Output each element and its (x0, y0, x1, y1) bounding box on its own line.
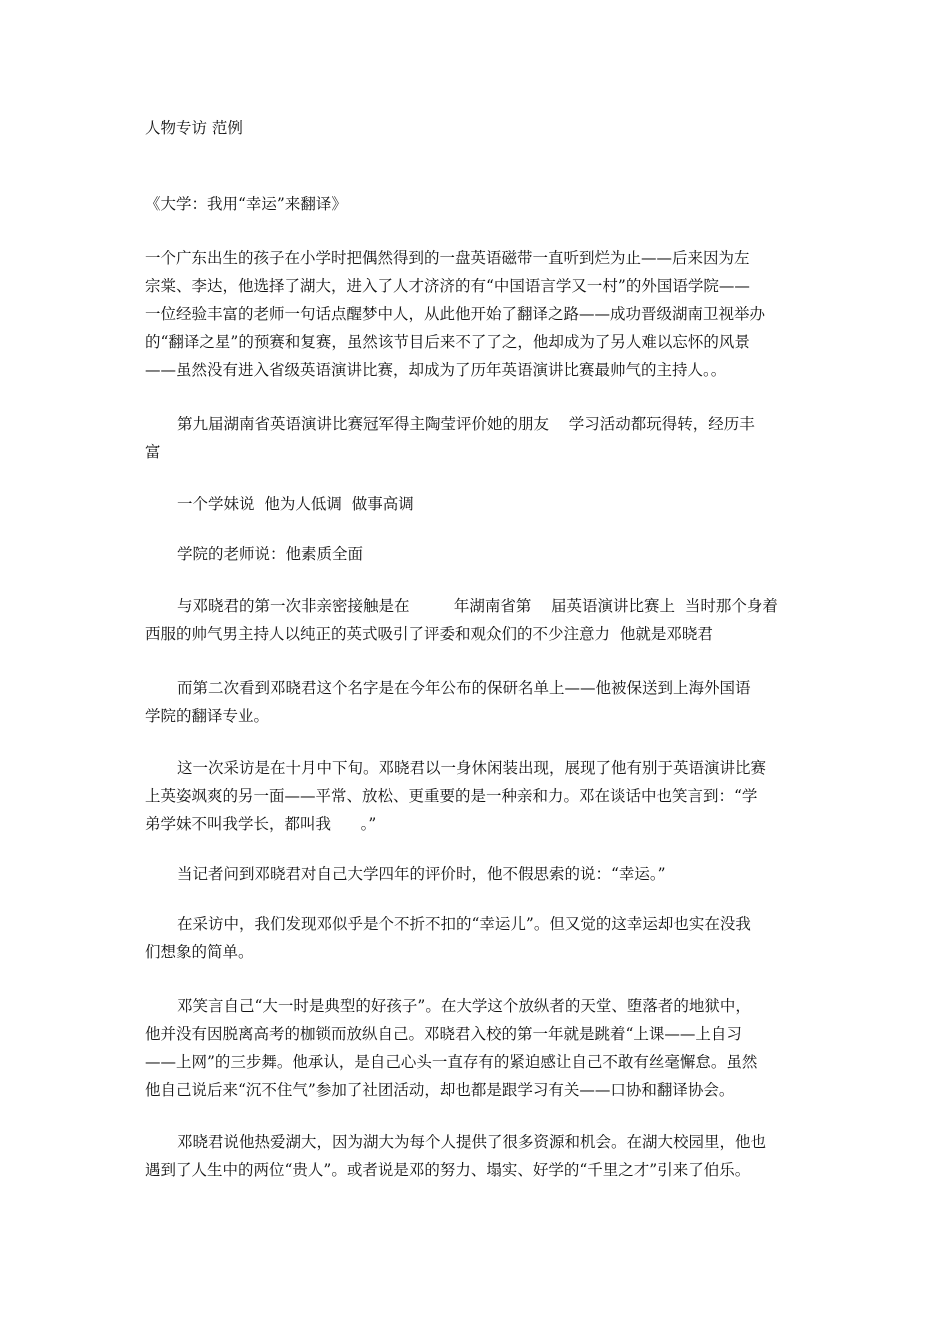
paragraph-line: 在采访中，我们发现邓似乎是个不折不扣的“幸运儿”。但又觉的这幸运却也实在没我 (177, 915, 751, 933)
article-title: 《大学：我用“幸运”来翻译》 (145, 195, 347, 213)
paragraph-line: 一个广东出生的孩子在小学时把偶然得到的一盘英语磁带一直听到烂为止——后来因为左 (145, 249, 750, 267)
paragraph-line: 一个学妹说 他为人低调 做事高调 (177, 495, 414, 513)
paragraph-line: 们想象的简单。 (145, 943, 254, 961)
paragraph-line: 一位经验丰富的老师一句话点醒梦中人，从此他开始了翻译之路——成功晋级湖南卫视举办 (145, 305, 766, 323)
paragraph-line: 第九届湖南省英语演讲比赛冠军得主陶莹评价她的朋友 学习活动都玩得转，经历丰 (177, 415, 755, 433)
paragraph-line: 学院的翻译专业。 (145, 707, 270, 725)
paragraph-line: 邓笑言自己“大一时是典型的好孩子”。在大学这个放纵者的天堂、堕落者的地狱中， (177, 997, 751, 1015)
paragraph-line: 西服的帅气男主持人以纯正的英式吸引了评委和观众们的不少注意力 他就是邓晓君 (145, 625, 713, 643)
paragraph-line: 他并没有因脱离高考的枷锁而放纵自己。邓晓君入校的第一年就是跳着“上课——上自习 (145, 1025, 742, 1043)
paragraph-line: 上英姿飒爽的另一面——平常、放松、更重要的是一种亲和力。邓在谈话中也笑言到：“学 (145, 787, 758, 805)
paragraph-line: 与邓晓君的第一次非亲密接触是在 年湖南省第 届英语演讲比赛上 当时那个身着 (177, 597, 778, 615)
paragraph-line: 遇到了人生中的两位“贵人”。或者说是邓的努力、塌实、好学的“千里之才”引来了伯乐。 (145, 1161, 751, 1179)
document-header: 人物专访 范例 (145, 119, 243, 137)
paragraph-line: 而第二次看到邓晓君这个名字是在今年公布的保研名单上——他被保送到上海外国语 (177, 679, 751, 697)
paragraph-line: 富 (145, 443, 161, 461)
paragraph-line: 的“翻译之星”的预赛和复赛，虽然该节目后来不了了之，他却成为了另人难以忘怀的风景 (145, 333, 750, 351)
paragraph-line: 学院的老师说：他素质全面 (177, 545, 364, 563)
paragraph-line: 这一次采访是在十月中下旬。邓晓君以一身休闲装出现，展现了他有别于英语演讲比赛 (177, 759, 767, 777)
paragraph-line: 他自己说后来“沉不住气”参加了社团活动，却也都是跟学习有关——口协和翻译协会。 (145, 1081, 735, 1099)
paragraph-line: 宗棠、李达，他选择了湖大，进入了人才济济的有“中国语言学又一村”的外国语学院—— (145, 277, 750, 295)
paragraph-line: ——虽然没有进入省级英语演讲比赛，却成为了历年英语演讲比赛最帅气的主持人。。 (145, 361, 727, 379)
paragraph-line: ——上网”的三步舞。他承认，是自己心头一直存有的紧迫感让自己不敢有丝毫懈怠。虽然 (145, 1053, 758, 1071)
paragraph-line: 弟学妹不叫我学长，都叫我 。” (145, 815, 377, 833)
paragraph-line: 邓晓君说他热爱湖大，因为湖大为每个人提供了很多资源和机会。在湖大校园里，他也 (177, 1133, 767, 1151)
paragraph-line: 当记者问到邓晓君对自己大学四年的评价时，他不假思索的说：“幸运。” (177, 865, 666, 883)
